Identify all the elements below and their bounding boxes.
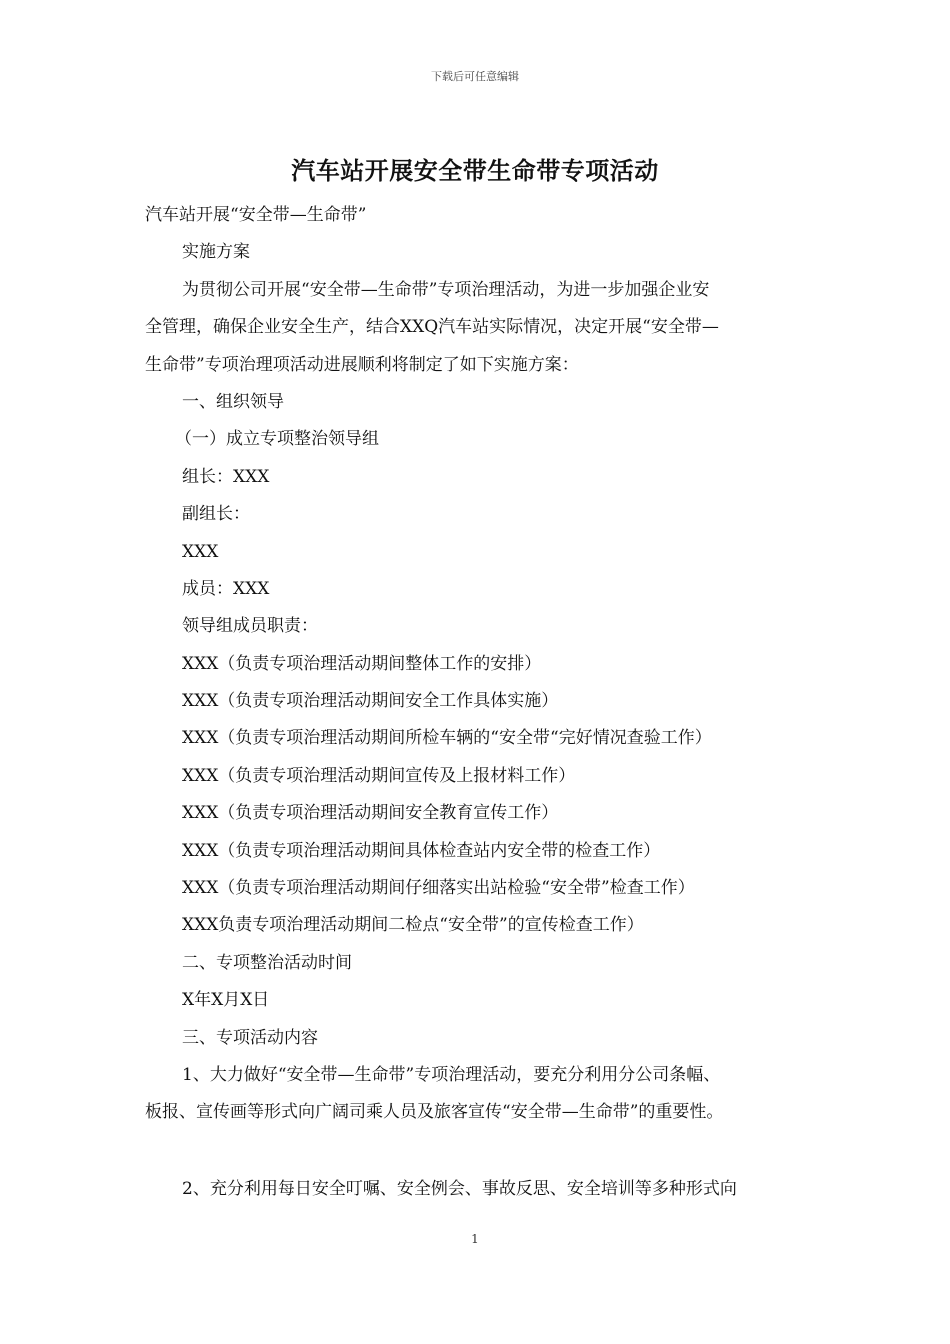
paragraph-line: 生命带”专项治理项活动进展顺利将制定了如下实施方案： — [145, 354, 579, 375]
document-body — [145, 197, 810, 1208]
date-line: X年X月X日 — [182, 990, 270, 1011]
duty-item: XXX（负责专项治理活动期间所检车辆的“安全带“完好情况查验工作） — [182, 728, 712, 749]
section-heading: 三、专项活动内容 — [182, 1027, 318, 1048]
page-header: 下载后可任意编辑 — [431, 70, 519, 83]
subsection-heading: （一）成立专项整治领导组 — [175, 429, 379, 450]
list-item: 领导组成员职责： — [182, 616, 318, 637]
duty-item: XXX（负责专项治理活动期间整体工作的安排） — [182, 653, 542, 674]
document-title: 汽车站开展安全带生命带专项活动 — [291, 156, 659, 185]
duty-item: XXX（负责专项治理活动期间安全教育宣传工作） — [182, 803, 559, 824]
paragraph-line: 全管理，确保企业安全生产，结合XXQ汽车站实际情况，决定开展“安全带— — [145, 317, 719, 338]
duty-item: XXX（负责专项治理活动期间仔细落实出站检验“安全带”检查工作） — [182, 878, 695, 899]
duty-item: XXX（负责专项治理活动期间具体检查站内安全带的检查工作） — [182, 840, 661, 861]
paragraph-line: 1、大力做好“安全带—生命带”专项治理活动，要充分利用分公司条幅、 — [182, 1064, 721, 1085]
paragraph-gap — [145, 1132, 810, 1171]
plan-heading: 实施方案 — [182, 242, 250, 263]
list-item: XXX — [182, 541, 219, 562]
duty-item: XXX负责专项治理活动期间二检点“安全带”的宣传检查工作） — [182, 915, 644, 936]
duty-item: XXX（负责专项治理活动期间宣传及上报材料工作） — [182, 765, 576, 786]
section-heading: 二、专项整治活动时间 — [182, 952, 352, 973]
duty-item: XXX（负责专项治理活动期间安全工作具体实施） — [182, 691, 559, 712]
list-item: 组长：XXX — [182, 466, 270, 487]
page-number: 1 — [471, 1232, 479, 1246]
list-item: 成员：XXX — [182, 578, 270, 599]
list-item: 副组长： — [182, 504, 250, 525]
paragraph-line: 2、充分利用每日安全叮嘱、安全例会、事故反思、安全培训等多种形式向 — [182, 1178, 737, 1199]
subtitle-line: 汽车站开展“安全带—生命带” — [145, 205, 367, 225]
section-heading: 一、组织领导 — [182, 391, 284, 412]
paragraph-line: 为贯彻公司开展“安全带—生命带”专项治理活动，为进一步加强企业安 — [182, 279, 710, 300]
paragraph-line: 板报、宣传画等形式向广阔司乘人员及旅客宣传“安全带—生命带”的重要性。 — [145, 1102, 724, 1123]
